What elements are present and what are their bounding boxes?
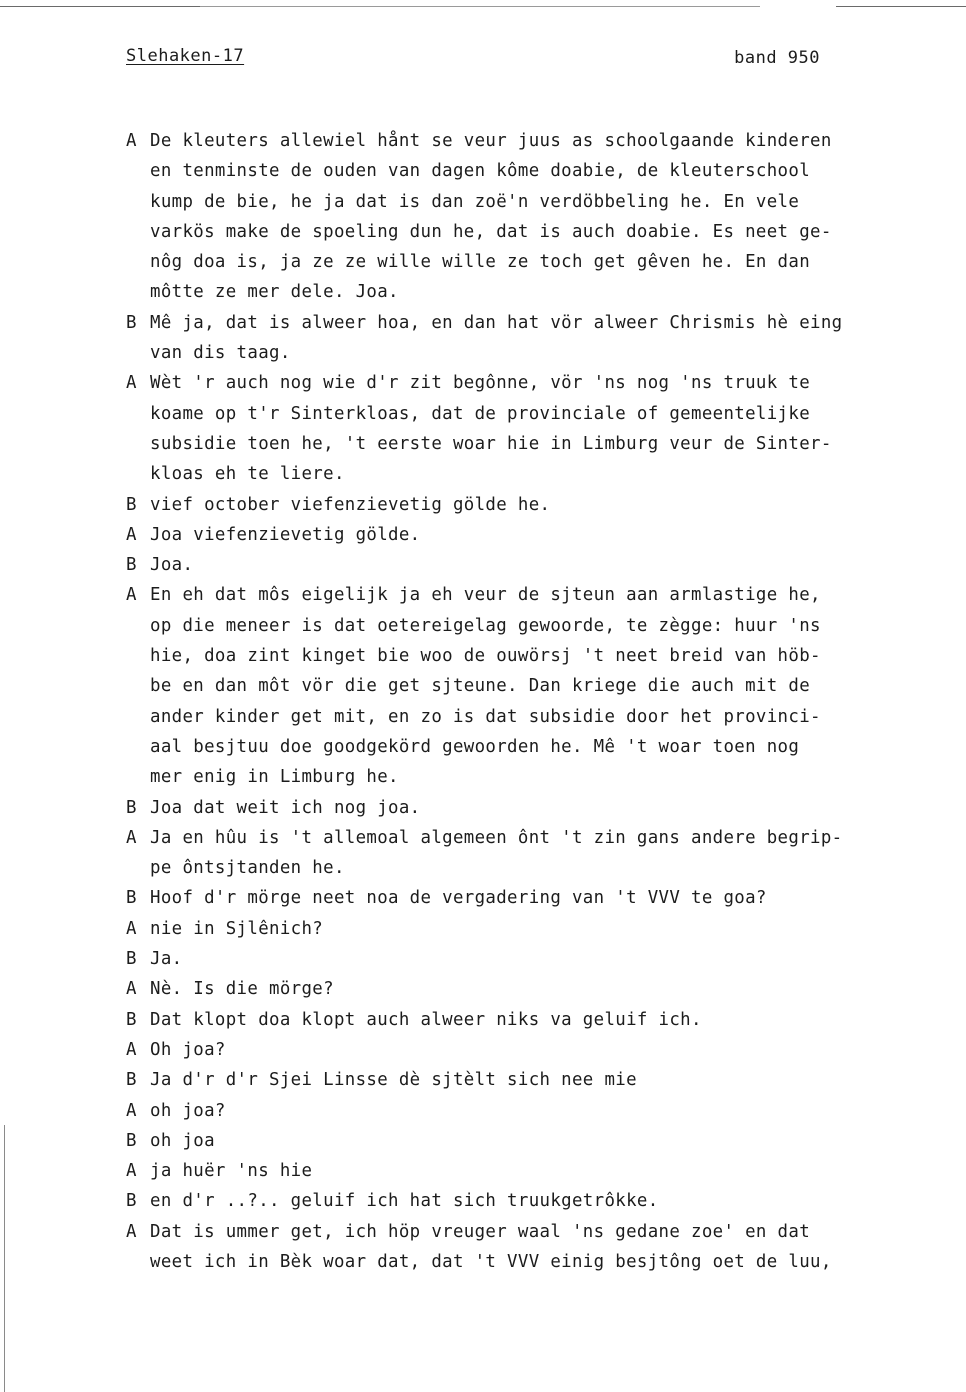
line-text: ander kinder get mit, en zo is dat subsidie door het provinci- <box>150 706 821 727</box>
speaker-label: A <box>126 979 137 1000</box>
line-text: Joa dat weit ich nog joa. <box>150 797 421 818</box>
speaker-label: B <box>126 1009 137 1030</box>
transcript-line <box>126 1035 946 1065</box>
line-text: nie in Sjlênich? <box>150 918 324 939</box>
transcript-line <box>126 1005 946 1035</box>
line-text: môtte ze mer dele. Joa. <box>150 282 399 303</box>
line-text: varkös make de spoeling dun he, dat is auch doabie. Es neet ge- <box>150 221 832 242</box>
speaker-label: A <box>126 1039 137 1060</box>
line-text: subsidie toen he, 't eerste woar hie in Limburg veur de Sinter- <box>150 433 832 454</box>
line-text: koame op t'r Sinterkloas, dat de provinciale of gemeentelijke <box>150 403 811 424</box>
transcript-line <box>126 914 946 944</box>
speaker-label: A <box>126 1221 137 1242</box>
line-text: mer enig in Limburg he. <box>150 767 399 788</box>
line-text: en tenminste de ouden van dagen kôme doabie, de kleuterschool <box>150 161 811 182</box>
transcript-line <box>126 793 946 823</box>
speaker-label: A <box>126 827 137 848</box>
transcript-line <box>126 490 946 520</box>
line-text: hie, doa zint kinget bie woo de ouwörsj 't neet breid van höb- <box>150 646 821 667</box>
transcript-line <box>126 1217 946 1247</box>
line-text: Joa. <box>150 555 194 576</box>
transcript-line <box>126 459 946 489</box>
transcript-line <box>126 611 946 641</box>
transcript-line <box>126 732 946 762</box>
line-text: be en dan môt vör die get sjteune. Dan kriege die auch mit de <box>150 676 811 697</box>
line-text: Dat is ummer get, ich höp vreuger waal 'ns gedane zoe' en dat <box>150 1221 811 1242</box>
transcript-line <box>126 883 946 913</box>
line-text: vief october viefenzievetig gölde he. <box>150 494 551 515</box>
transcript-line <box>126 1126 946 1156</box>
transcript-line <box>126 853 946 883</box>
speaker-label: B <box>126 1130 137 1151</box>
line-text: van dis taag. <box>150 343 291 364</box>
speaker-label: A <box>126 1100 137 1121</box>
speaker-label: A <box>126 918 137 939</box>
line-text: nôg doa is, ja ze ze wille wille ze toch get gêven he. En dan <box>150 252 811 273</box>
speaker-label: B <box>126 1191 137 1212</box>
transcript-body <box>126 126 946 1277</box>
transcript-line <box>126 1096 946 1126</box>
speaker-label: B <box>126 888 137 909</box>
left-margin-mark <box>4 1125 5 1392</box>
transcript-line <box>126 217 946 247</box>
top-rule-right <box>836 6 966 7</box>
line-text: pe ôntsjtanden he. <box>150 858 345 879</box>
transcript-line <box>126 550 946 580</box>
line-text: oh joa? <box>150 1100 226 1121</box>
line-text: Joa viefenzievetig gölde. <box>150 524 421 545</box>
line-text: Ja. <box>150 949 183 970</box>
transcript-line <box>126 580 946 610</box>
line-text: Dat klopt doa klopt auch alweer niks va geluif ich. <box>150 1009 702 1030</box>
transcript-line <box>126 247 946 277</box>
transcript-line <box>126 974 946 1004</box>
transcript-line <box>126 762 946 792</box>
transcript-line <box>126 641 946 671</box>
speaker-label: B <box>126 555 137 576</box>
header-title: Slehaken-17 <box>126 46 245 66</box>
transcript-line <box>126 429 946 459</box>
speaker-label: A <box>126 1161 137 1182</box>
line-text: kloas eh te liere. <box>150 464 345 485</box>
line-text: oh joa <box>150 1130 215 1151</box>
line-text: Mê ja, dat is alweer hoa, en dan hat vör alweer Chrismis hè eing <box>150 312 843 333</box>
line-text: Ja d'r d'r Sjei Linsse dè sjtèlt sich nee mie <box>150 1070 637 1091</box>
transcript-line <box>126 338 946 368</box>
speaker-label: A <box>126 585 137 606</box>
line-text: Hoof d'r mörge neet noa de vergadering van 't VVV te goa? <box>150 888 767 909</box>
line-text: aal besjtuu doe goodgekörd gewoorden he. Mê 't woar toen nog <box>150 736 800 757</box>
transcript-line <box>126 1065 946 1095</box>
line-text: De kleuters allewiel hånt se veur juus as schoolgaande kinderen <box>150 131 832 151</box>
line-text: Oh joa? <box>150 1039 226 1060</box>
transcript-line <box>126 702 946 732</box>
transcript-line <box>126 368 946 398</box>
speaker-label: B <box>126 312 137 333</box>
header-tape-number: band 950 <box>734 48 820 68</box>
speaker-label: A <box>126 524 137 545</box>
transcript-line <box>126 126 946 156</box>
speaker-label: B <box>126 1070 137 1091</box>
transcript-line <box>126 823 946 853</box>
transcript-line <box>126 1247 946 1277</box>
transcript-line <box>126 187 946 217</box>
line-text: Nè. Is die mörge? <box>150 979 334 1000</box>
transcript-line <box>126 277 946 307</box>
line-text: en d'r ..?.. geluif ich hat sich truukgetrôkke. <box>150 1191 659 1212</box>
transcript-line <box>126 308 946 338</box>
speaker-label: A <box>126 131 137 151</box>
line-text: weet ich in Bèk woar dat, dat 't VVV einig besjtông oet de luu, <box>150 1251 832 1272</box>
line-text: kump de bie, he ja dat is dan zoë'n verdöbbeling he. En vele <box>150 191 800 212</box>
line-text: En eh dat môs eigelijk ja eh veur de sjteun aan armlastige he, <box>150 585 821 606</box>
speaker-label: B <box>126 949 137 970</box>
transcript-line <box>126 944 946 974</box>
top-rule-middle <box>200 6 760 7</box>
transcript-line <box>126 671 946 701</box>
top-rule-left <box>0 6 200 7</box>
line-text: op die meneer is dat oetereigelag gewoorde, te zègge: huur 'ns <box>150 615 821 636</box>
transcript-line <box>126 1186 946 1216</box>
line-text: Wèt 'r auch nog wie d'r zit begônne, vör 'ns nog 'ns truuk te <box>150 373 811 394</box>
speaker-label: B <box>126 494 137 515</box>
speaker-label: A <box>126 373 137 394</box>
transcript-line <box>126 520 946 550</box>
transcript-line <box>126 399 946 429</box>
transcript-line <box>126 1156 946 1186</box>
line-text: ja huër 'ns hie <box>150 1161 313 1182</box>
line-text: Ja en hûu is 't allemoal algemeen ônt 't zin gans andere begrip- <box>150 827 843 848</box>
speaker-label: B <box>126 797 137 818</box>
transcript-line <box>126 156 946 186</box>
